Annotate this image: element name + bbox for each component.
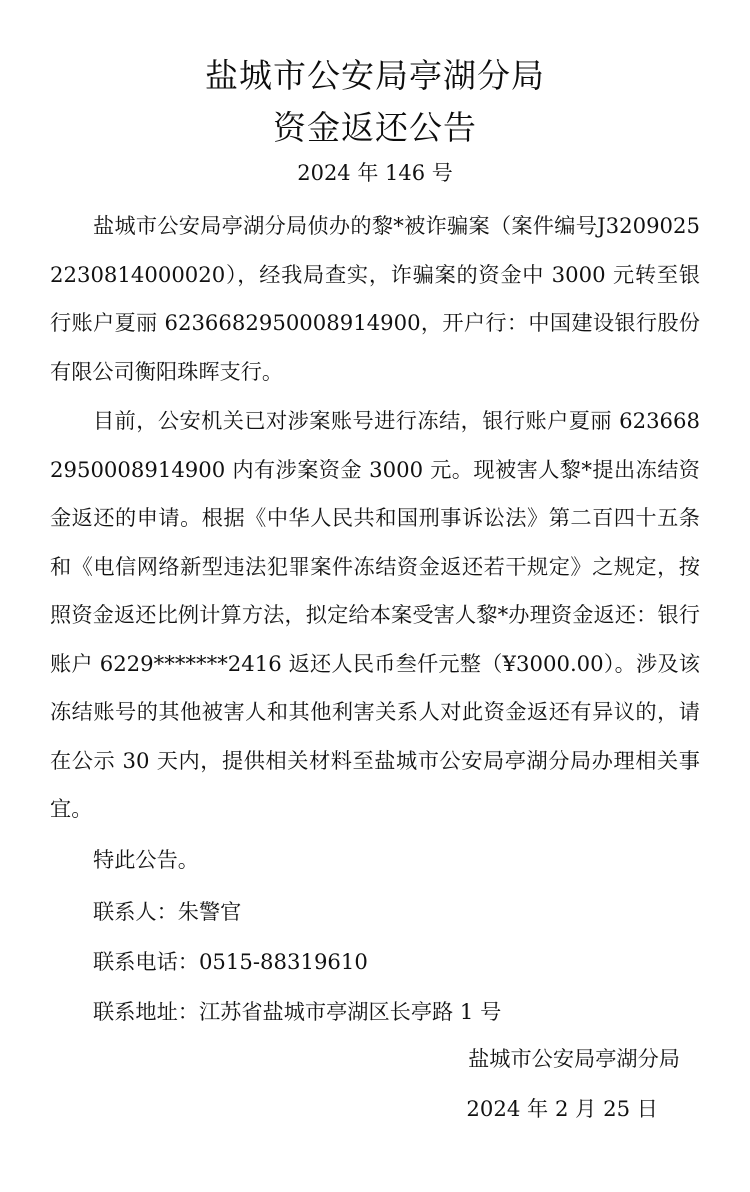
paragraph-refund-decision: 目前，公安机关已对涉案账号进行冻结，银行账户夏丽 6236682950008914900 内有涉案资金 3000 元。现被害人黎*提出冻结资金返还的申请。根据《中华人民共和国刑事诉讼法》第二百四十五条和《电信网络新型违法犯罪案件冻结资金返还若干规定》之规定，按照资金返还比例计算方法，拟定给本案受害人黎*办理资金返还：银行账户 6229*******2416 返还人民币叁仟元整（¥3000.00）。涉及该冻结账号的其他被害人和其他利害关系人对此资金返还有异议的，请在公示 30 天内，提供相关材料至盐城市公安局亭湖分局办理相关事宜。 (50, 408, 700, 821)
contact-address: 联系地址：江苏省盐城市亭湖区长亭路 1 号 (93, 999, 502, 1024)
contact-person: 联系人：朱警官 (93, 899, 242, 924)
special-notice-text: 特此公告。 (93, 847, 199, 872)
notice-title-subject: 资金返还公告 (273, 108, 477, 147)
contact-phone: 联系电话：0515-88319610 (93, 949, 368, 974)
document-number: 2024 年 146 号 (297, 161, 453, 185)
signature-organization: 盐城市公安局亭湖分局 (468, 1046, 680, 1071)
signature-date: 2024 年 2 月 25 日 (466, 1096, 658, 1121)
notice-title-issuer: 盐城市公安局亭湖分局 (205, 56, 545, 95)
paragraph-case-details: 盐城市公安局亭湖分局侦办的黎*被诈骗案（案件编号J32090252230814000020），经我局查实，诈骗案的资金中 3000 元转至银行账户夏丽 6236682950008914900，开户行：中国建设银行股份有限公司衡阳珠晖支行。 (50, 213, 700, 384)
